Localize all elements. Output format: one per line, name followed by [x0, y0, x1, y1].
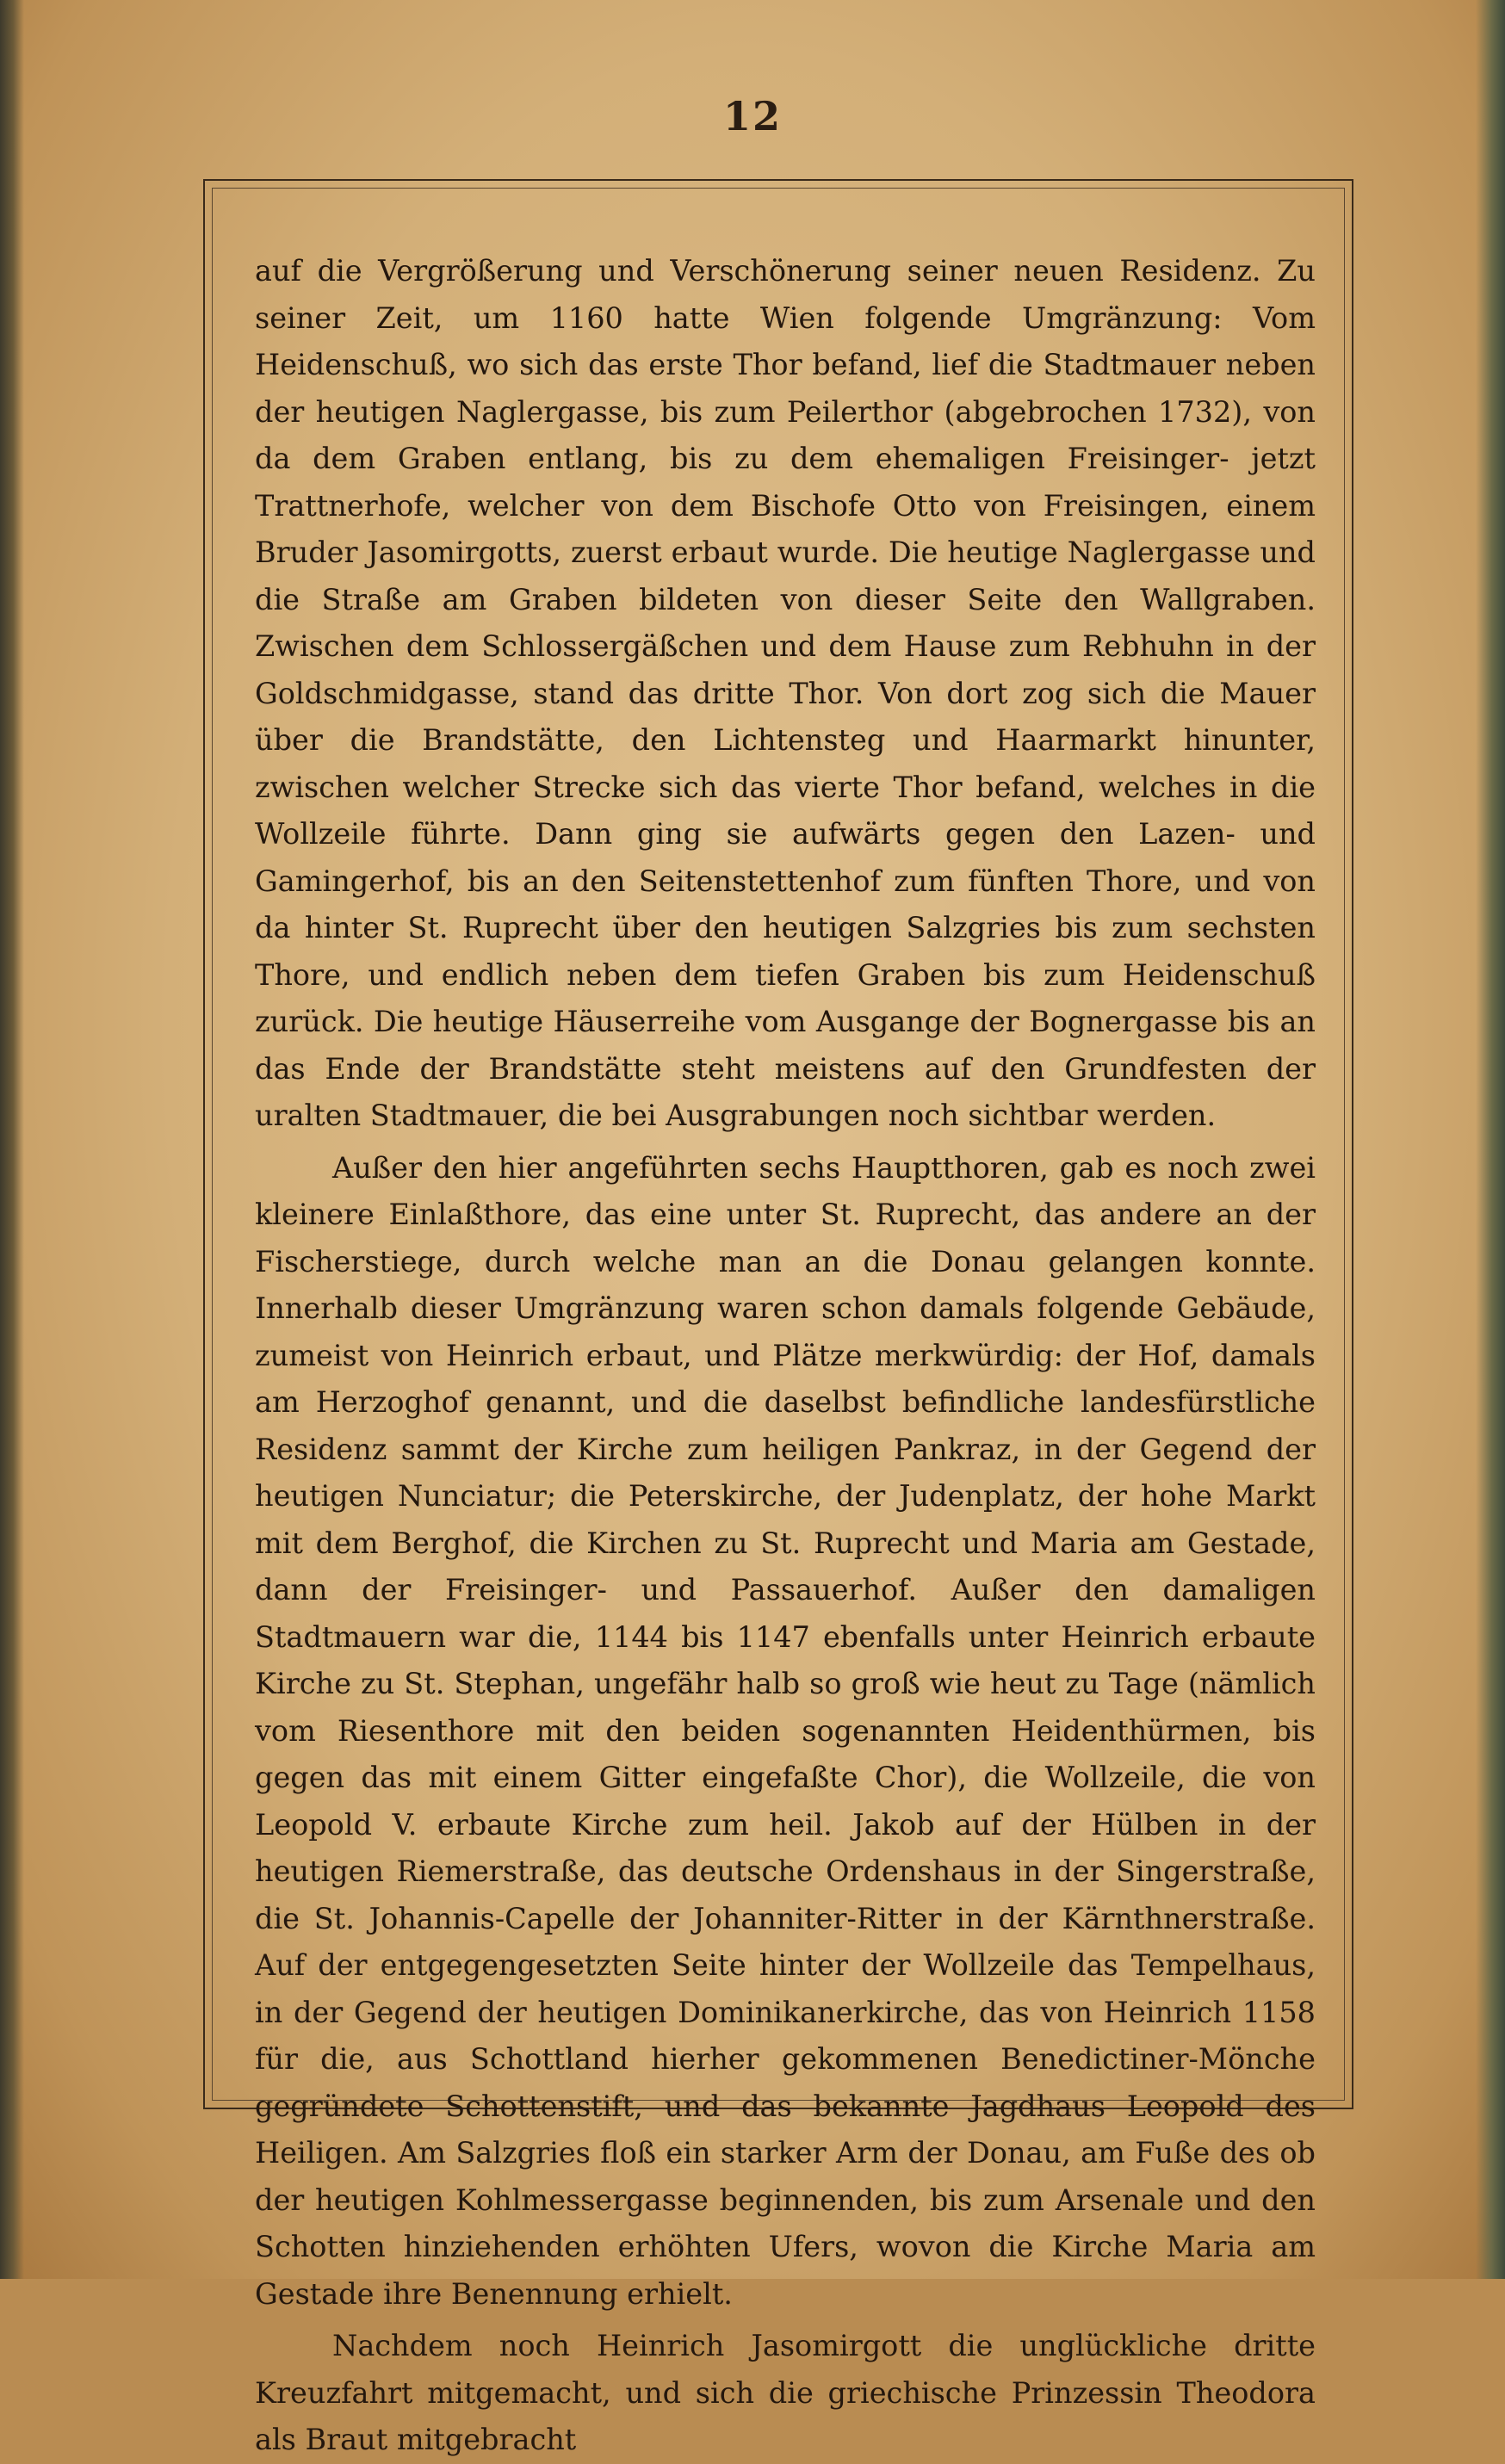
page-edge-right — [1476, 0, 1505, 2279]
page-edge-left — [0, 0, 24, 2279]
paragraph: Nachdem noch Heinrich Jasomirgott die unglückliche dritte Kreuzfahrt mitgemacht, und sich die griechische Prinzessin Theodora als Braut mitgebracht — [255, 2329, 1316, 2456]
body-text — [255, 248, 1316, 2464]
page-number: 12 — [722, 93, 782, 139]
paragraph: auf die Vergrößerung und Verschönerung seiner neuen Residenz. Zu seiner Zeit, um 1160 hatte Wien folgende Umgränzung: Vom Heidenschuß, wo sich das erste Thor befand, lief die Stadtmauer neben der heutigen Naglergasse, bis zum Peilerthor (abgebrochen 1732), von da dem Graben entlang, bis zu dem ehemaligen Freisinger- jetzt Trattnerhofe, welcher von dem Bischofe Otto von Freisingen, einem Bruder Jasomirgotts, zuerst erbaut wurde. Die heutige Naglergasse und die Straße am Graben bildeten von dieser Seite den Wallgraben. Zwischen dem Schlossergäßchen und dem Hause zum Rebhuhn in der Goldschmidgasse, stand das dritte Thor. Von dort zog sich die Mauer über die Brandstätte, den Lichtensteg und Haarmarkt hinunter, zwischen welcher Strecke sich das vierte Thor befand, welches in die Wollzeile führte. Dann ging sie aufwärts gegen den Lazen- und Gamingerhof, bis an den Seitenstettenhof zum fünften Thore, und von da hinter St. Ruprecht über den heutigen Salzgries bis zum sechsten Thore, und endlich neben dem tiefen Graben bis zum Heidenschuß zurück. Die heutige Häuserreihe vom Ausgange der Bognergasse bis an das Ende der Brandstätte steht meistens auf den Grundfesten der uralten Stadtmauer, die bei Ausgrabungen noch sichtbar werden. — [255, 254, 1316, 1132]
paragraph: Außer den hier angeführten sechs Hauptthoren, gab es noch zwei kleinere Einlaßthore, das eine unter St. Ruprecht, das andere an der Fischerstiege, durch welche man an die Donau gelangen konnte. Innerhalb dieser Umgränzung waren schon damals folgende Gebäude, zumeist von Heinrich erbaut, und Plätze merkwürdig: der Hof, damals am Herzoghof genannt, und die daselbst befindliche landesfürstliche Residenz sammt der Kirche zum heiligen Pankraz, in der Gegend der heutigen Nunciatur; die Peterskirche, der Judenplatz, der hohe Markt mit dem Berghof, die Kirchen zu St. Ruprecht und Maria am Gestade, dann der Freisinger- und Passauerhof. Außer den damaligen Stadtmauern war die, 1144 bis 1147 ebenfalls unter Heinrich erbaute Kirche zu St. Stephan, ungefähr halb so groß wie heut zu Tage (nämlich vom Riesenthore mit den beiden sogenannten Heidenthürmen, bis gegen das mit einem Gitter eingefaßte Chor), die Wollzeile, die von Leopold V. erbaute Kirche zum heil. Jakob auf der Hülben in der heutigen Riemerstraße, das deutsche Ordenshaus in der Singerstraße, die St. Johannis-Capelle der Johanniter-Ritter in der Kärnthnerstraße. Auf der entgegengesetzten Seite hinter der Wollzeile das Tempelhaus, in der Gegend der heutigen Dominikanerkirche, das von Heinrich 1158 für die, aus Schottland hierher gekommenen Benedictiner-Mönche gegründete Schottenstift, und das bekannte Jagdhaus Leopold des Heiligen. Am Salzgries floß ein starker Arm der Donau, am Fuße des ob der heutigen Kohlmessergasse beginnenden, bis zum Arsenale und den Schotten hinziehenden erhöhten Ufers, wovon die Kirche Maria am Gestade ihre Benennung erhielt. — [255, 1150, 1316, 2311]
